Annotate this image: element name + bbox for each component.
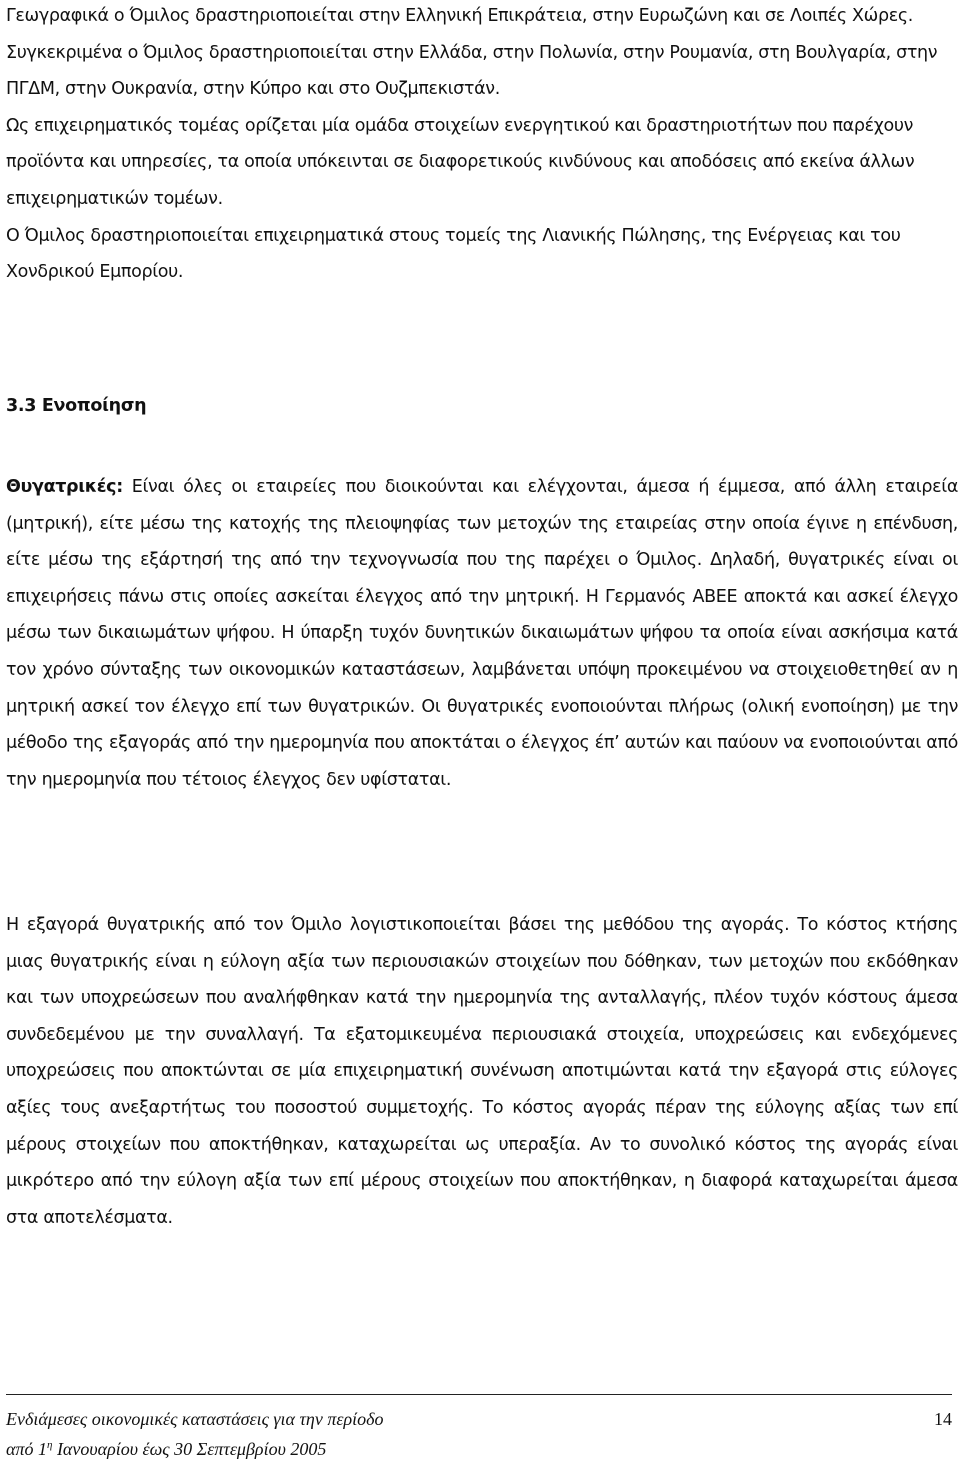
footer-period-prefix: από 1 — [6, 1439, 47, 1459]
page-footer — [6, 1404, 952, 1464]
section-heading: 3.3 Ενοποίηση — [6, 396, 147, 416]
paragraph-segments: Ο Όμιλος δραστηριοποιείται επιχειρηματικά στους τομείς της Λιανικής Πώλησης, της Ενέργειας και του Χονδρικού Εμπορίου. — [6, 225, 901, 283]
footer-title: Ενδιάμεσες οικονομικές καταστάσεις για την περίοδο — [6, 1409, 384, 1429]
paragraph-geography: Γεωγραφικά ο Όμιλος δραστηριοποιείται στην Ελληνική Επικράτεια, στην Ευρωζώνη και σε Λοιπές Χώρες. Συγκεκριμένα ο Όμιλος δραστηριοποιείται στην Ελλάδα, στην Πολωνία, στην Ρουμανία, στη Βουλγαρία, στην ΠΓΔΜ, στην Ουκρανία, στην Κύπρο και στο Ουζμπεκιστάν. — [6, 6, 938, 100]
subsidiaries-term: Θυγατρικές: — [6, 477, 123, 497]
subsidiaries-text: Είναι όλες οι εταιρείες που διοικούνται και ελέγχονται, άμεσα ή έμμεσα, από άλλη εταιρεία (μητρική), είτε μέσω της κατοχής της πλειοψηφίας των μετοχών της εταιρείας στην οποία έγινε η επένδυση, είτε μέσω της εξάρτησή της από την τεχνογνωσία που της παρέχει ο Όμιλος. Δηλαδή, θυγατρικές είναι οι επιχειρήσεις πάνω στις οποίες ασκείται έλεγχος από την μητρική. Η Γερμανός ΑΒΕΕ αποκτά και ασκεί έλεγχο μέσω των δικαιωμάτων ψήφου. Η ύπαρξη τυχόν δυνητικών δικαιωμάτων ψήφου τα οποία είναι ασκήσιμα κατά τον χρόνο σύνταξης των οικονομικών καταστάσεων, λαμβάνεται υπόψη προκειμένου να στοιχειοθετηθεί αν η μητρική ασκεί τον έλεγχο επί των θυγατρικών. Οι θυγατρικές ενοποιούνται πλήρως (ολική ενοποίηση) με την μέθοδο της εξαγοράς από την ημερομηνία που αποκτάται ο έλεγχος έπ’ αυτών και παύουν να ενοποιούνται από την ημερομηνία που τέτοιος έλεγχος δεν υφίσταται. — [6, 477, 958, 790]
intro-block — [6, 0, 954, 291]
footer-divider — [6, 1394, 952, 1395]
page-number: 14 — [934, 1409, 952, 1429]
footer-period-suffix: Ιανουαρίου έως 30 Σεπτεμβρίου 2005 — [52, 1439, 327, 1459]
paragraph-acquisition: Η εξαγορά θυγατρικής από τον Όμιλο λογιστικοποιείται βάσει της μεθόδου της αγοράς. Το κόστος κτήσης μιας θυγατρικής είναι η εύλογη αξία των περιουσιακών στοιχείων που δόθηκαν, των μετοχών που εκδόθηκαν και των υποχρεώσεων που αναλήφθηκαν κατά την ημερομηνία της ανταλλαγής, πλέον τυχόν κόστους άμεσα συνδεδεμένου με την συναλλαγή. Τα εξατομικευμένα περιουσιακά στοιχεία, υποχρεώσεις και ενδεχόμενες υποχρεώσεις που αποκτώνται σε μία επιχειρηματική συνένωση αποτιμώνται κατά την εξαγορά στις εύλογες αξίες τους ανεξαρτήτως του ποσοστού συμμετοχής. Το κόστος αγοράς πέραν της εύλογης αξίας των επί μέρους στοιχείων που αποκτήθηκαν, καταχωρείται ως υπεραξία. Αν το συνολικό κόστος της αγοράς είναι μικρότερο από την εύλογη αξία των επί μέρους στοιχείων που αποκτήθηκαν, η διαφορά καταχωρείται άμεσα στα αποτελέσματα. — [6, 915, 958, 1228]
paragraph-subsidiaries — [6, 469, 958, 798]
footer-period-superscript: η — [46, 1439, 53, 1451]
paragraph-business-segment: Ως επιχειρηματικός τομέας ορίζεται μία ομάδα στοιχείων ενεργητικού και δραστηριοτήτων που παρέχουν προϊόντα και υπηρεσίες, τα οποία υπόκεινται σε διαφορετικούς κινδύνους και αποδόσεις από εκείνα άλλων επιχειρηματικών τομέων. — [6, 115, 915, 209]
footer-period — [6, 1434, 952, 1464]
